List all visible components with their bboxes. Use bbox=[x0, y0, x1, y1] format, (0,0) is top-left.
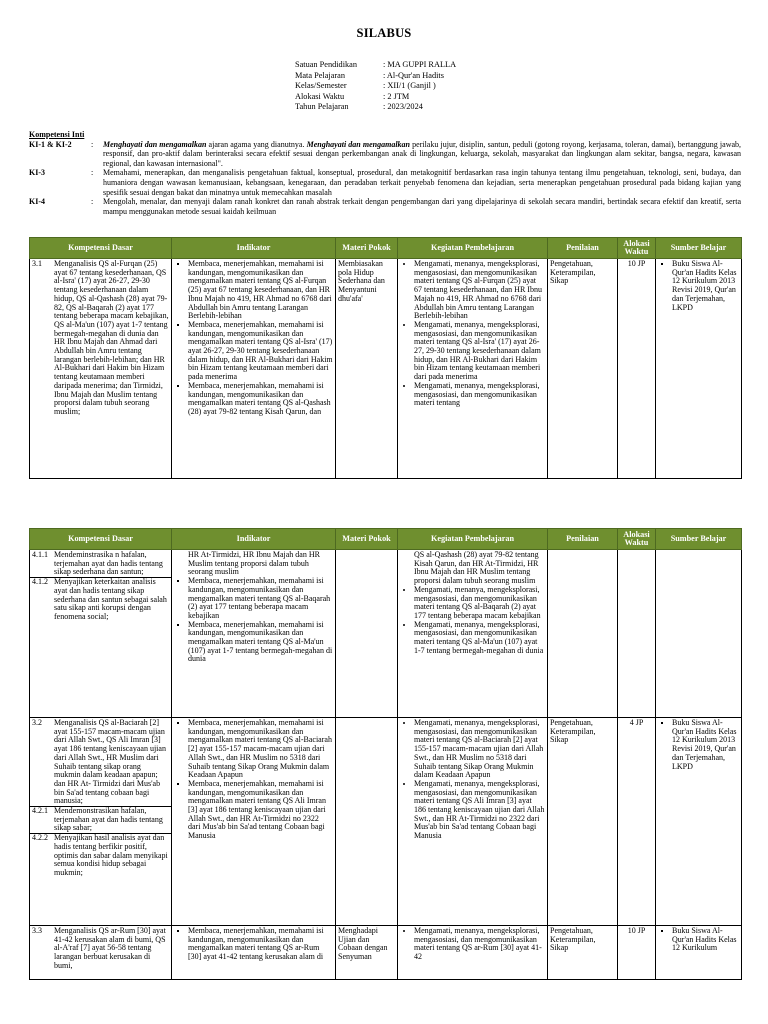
info-row bbox=[295, 81, 456, 92]
sumber-cell bbox=[656, 718, 742, 926]
info-label: Mata Pelajaran bbox=[295, 70, 345, 80]
list-item: ▪ Membaca, menerjemahkan, memahami isi kandungan, mengomunikasikan dan mengamalkan materi tentang QS al-Baqarah (2) ayat 177 tentang beberapa macam kebajikan bbox=[188, 577, 333, 621]
ki-text: Memahami, menerapkan, dan menganalisis pengetahuan faktual, konseptual, prosedural, dan metakognitif berdasarkan rasa ingin tahunya tentang ilmu pengetahuan, teknologi, seni, budaya, dan humaniora dengan wawasan kemanusiaan, kebangsaan, kenegaraan, dan peradaban terkait penyebab fenomena dan kejadian, serta menerapkan pengetahuan prosedural pada bidang kajian yang spesifik sesuai dengan bakat dan minatnya untuk memecahkan masalah bbox=[103, 168, 741, 197]
kd-divider bbox=[30, 577, 171, 622]
header-indikator: Indikator bbox=[172, 529, 336, 550]
kegiatan-cell bbox=[398, 926, 548, 980]
header-kompetensi-dasar: Kompetensi Dasar bbox=[30, 238, 172, 259]
kd-text: Menganalisis QS ar-Rum [30] ayat 41-42 kerusakan alam di bumi, QS al-A'raf [7] ayat 56-58 tentang larangan berbuat kerusakan di bumi, bbox=[54, 927, 166, 970]
ki-code: KI-3 bbox=[29, 168, 45, 178]
kegiatan-cell bbox=[398, 718, 548, 926]
ki-colon: : bbox=[91, 197, 94, 207]
sumber-cell bbox=[656, 926, 742, 980]
list-item: ▪ Membaca, menerjemahkan, memahami isi kandungan, mengomunikasikan dan mengamalkan materi tentang QS al-Baciarah [2] ayat 155-157 macam-macam ujian dari Allah Swt., dan HR Muslim no 5318 dari Suhaib tentang Sikap Orang Mukmin dalam Keadaan Apapun bbox=[188, 719, 333, 780]
kd-cell bbox=[30, 550, 172, 718]
header-kompetensi-dasar: Kompetensi Dasar bbox=[30, 529, 172, 550]
kd-text: Mendemonstrasikan hafalan, terjemahan ayat dan hadis tentang sikap sabar; bbox=[54, 806, 163, 833]
header-indikator: Indikator bbox=[172, 238, 336, 259]
kd-divider bbox=[30, 806, 171, 833]
table-header-row bbox=[30, 529, 742, 550]
alokasi-cell bbox=[618, 550, 656, 718]
ki-text: Mengolah, menalar, dan menyaji dalam ranah konkret dan ranah abstrak terkait dengan pengembangan dari yang dipelajarinya di sekolah secara mandiri, bertindak secara efektif dan kreatif, serta mampu menggunakan metode sesuai kaidah keilmuan bbox=[103, 197, 741, 216]
ki-row bbox=[29, 140, 741, 169]
table-row bbox=[30, 550, 742, 718]
page-title: SILABUS bbox=[356, 26, 412, 40]
materi-cell bbox=[336, 926, 398, 980]
indikator-lead: HR At-Tirmidzi, HR Ibnu Majah dan HR Muslim tentang proporsi dalam tubuh seorang muslim bbox=[188, 550, 320, 577]
header-kegiatan: Kegiatan Pembelajaran bbox=[398, 238, 548, 259]
header-kegiatan: Kegiatan Pembelajaran bbox=[398, 529, 548, 550]
alokasi-cell: 10 JP bbox=[618, 926, 656, 980]
kd-number: 4.1.1 bbox=[32, 550, 48, 559]
kd-divider bbox=[30, 833, 171, 878]
ki-row bbox=[29, 168, 741, 197]
materi-text: Menghadapi Ujian dan Cobaan dengan Senyuman bbox=[338, 927, 388, 962]
header-alokasi-waktu: Alokasi Waktu bbox=[618, 238, 656, 259]
ki-colon: : bbox=[91, 139, 94, 149]
kd-cell bbox=[30, 718, 172, 926]
ki-text-part: perilaku jujur, disiplin, santun, peduli (gotong royong, kerjasama, toleran, damai), bertanggung jawab, responsif, dan pro-aktif dalam berinteraksi secara efektif sesuai dengan perkembangan anak di lingkungan, keluarga, sekolah, masyarakat dan lingkungan alam sekitar, bangsa, negara, kawasan regional, dan kawasan internasional". bbox=[103, 139, 742, 168]
materi-cell bbox=[336, 718, 398, 926]
ki-row bbox=[29, 197, 741, 216]
kd-text: Menganalisis QS al-Baciarah [2] ayat 155-157 macam-macam ujian dari Allah Swt., QS Ali Imran [3] ayat 186 tentang keniscayaan ujian dari Allah Swt., HR Muslim dari Suhaib tentang sikap orang mukmin dalam keadaan apapun; dan HR At- Tirmidzi dari Mus'ab bin Sa'ad tentang cobaan bagi manusia; bbox=[54, 718, 166, 806]
list-item: • Mengamati, menanya, mengeksplorasi, mengasosiasi, dan mengomunikasikan materi tentang QS al-Ma'un (107) ayat 1-7 tentang bermegah-megahan di dunia bbox=[414, 621, 545, 656]
list-item: ▪ Buku Siswa Al- Qur'an Hadits Kelas 12 Kurikulum 2013 Revisi 2019, Qur'an dan Terjemahan, LKPD bbox=[672, 719, 739, 771]
ki-emphasis: Menghayati dan mengamalkan bbox=[306, 139, 411, 149]
kd-number: 3.3 bbox=[32, 927, 42, 935]
ki-text bbox=[103, 140, 741, 169]
kd-cell bbox=[30, 926, 172, 980]
penilaian-cell: Pengetahuan, Keterampilan, Sikap bbox=[548, 259, 618, 479]
header-alokasi-waktu: Alokasi Waktu bbox=[618, 529, 656, 550]
alokasi-cell: 4 JP bbox=[618, 718, 656, 926]
kd-text: Menganalisis QS al-Furqan (25) ayat 67 tentang kesederhanaan, QS al-Isra' (17) ayat 26-27, 29-30 tentang kesederhanaan dalam hidup, QS al-Qashash (28) ayat 79-82, QS al-Baqarah (2) ayat 177 tentang beberapa macam kebajikan, QS al-Ma'un (107) ayat 1-7 tentang bermegah-megahan di dunia dan HR Ibnu Majah dan Ahmad dari Abdullah bin Amru tentang larangan berlebih-lebihan; dan HR Al-Bukhari dari Hakim bin Hizam tentang keutamaan memberi daripada menerima; dan Tirmidzi, Ibnu Majah dan Muslim tentang proporsi dalam tubuh seorang muslim; bbox=[54, 260, 169, 416]
materi-cell bbox=[336, 550, 398, 718]
kd-cell bbox=[30, 259, 172, 479]
info-label: Tahun Pelajaran bbox=[295, 102, 349, 112]
info-label: Alokasi Waktu bbox=[295, 91, 345, 101]
table-row bbox=[30, 718, 742, 926]
kegiatan-cell bbox=[398, 259, 548, 479]
materi-cell: Membiasakan pola Hidup Sederhana dan Menyantuni dhu'afa' bbox=[336, 259, 398, 479]
info-row bbox=[295, 71, 456, 82]
list-item: ▪ Membaca, menerjemahkan, memahami isi kandungan, mengomunikasikan dan mengamalkan materi tentang QS Ali Imran [3] ayat 186 tentang keniscayaan ujian dari Allah Swt., dan HR At-Tirmidzi no 2322 dari Mus'ab bin Sa'ad tentang Cobaan bagi Manusia bbox=[188, 780, 333, 841]
header-penilaian: Penilaian bbox=[548, 238, 618, 259]
header-materi-pokok: Materi Pokok bbox=[336, 238, 398, 259]
list-item: ▪ Membaca, menerjemahkan, memahami isi kandungan, mengomunikasikan dan mengamalkan materi tentang QS al-Ma'un (107) ayat 1-7 tentang bermegah-megahan di dunia bbox=[188, 621, 333, 665]
info-row bbox=[295, 102, 456, 113]
ki-code: KI-1 & KI-2 bbox=[29, 139, 72, 149]
list-item: • Mengamati, menanya, mengeksplorasi, mengasosiasi, dan mengomunikasikan materi tentang QS al-Isra' (17) ayat 26- 27, 29-30 tentang kesederhanaan dalam hidup, dan HR Al-Bukhari dari Hakim bin Hizam tentang keutamaan memberi dari pada menerima bbox=[414, 321, 545, 382]
kegiatan-lead: QS al-Qashash (28) ayat 79-82 tentang Kisah Qarun, dan HR At-Tirmidzi, HR Ibnu Majah dan HR Muslim tentang proporsi dalam tubuh seorang muslim bbox=[414, 550, 539, 586]
kegiatan-cell bbox=[398, 550, 548, 718]
ki-code: KI-4 bbox=[29, 197, 45, 207]
indikator-cell bbox=[172, 259, 336, 479]
list-item: • Mengamati, menanya, mengeksplorasi, mengasosiasi, dan mengomunikasikan materi tentang QS Ali Imran [3] ayat 186 tentang keniscayaan ujian dari Allah Swt., dan HR At-Tirmidzi no 2322 dari Mus'ab bin Sa'ad tentang Cobaan bagi Manusia bbox=[414, 780, 545, 841]
info-value: : Al-Qur'an Hadits bbox=[383, 70, 444, 80]
list-item: • Mengamati, menanya, mengeksplorasi, mengasosiasi, dan mengomunikasikan materi tentang QS al-Baqarah (2) ayat 177 tentang beberapa macam kebajikan bbox=[414, 586, 545, 621]
header-penilaian: Penilaian bbox=[548, 529, 618, 550]
table-row bbox=[30, 926, 742, 980]
list-item: ▪ Membaca, menerjemahkan, memahami isi kandungan, mengomunikasikan dan mengamalkan materi tentang QS ar-Rum [30] ayat 41-42 tentang kerusakan alam di bbox=[188, 927, 333, 962]
kd-number: 4.2.1 bbox=[32, 806, 48, 816]
ki-text-part: ajaran agama yang dianutnya. bbox=[206, 139, 307, 149]
ki-heading: Kompetensi Inti bbox=[29, 130, 85, 139]
kd-text: Menyajikan hasil analisis ayat dan hadis tentang berfikir positif, optimis dan sabar dalam menyikapi semua kondisi hidup sebagai mukmin; bbox=[54, 833, 168, 877]
kd-number: 3.2 bbox=[32, 718, 42, 727]
info-label: Kelas/Semester bbox=[295, 81, 347, 91]
ki-emphasis: Menghayati dan mengamalkan bbox=[103, 139, 207, 149]
list-item: ▪ Membaca, menerjemahkan, memahami isi kandungan, mengomunikasikan dan mengamalkan materi tentang QS al-Furqan (25) ayat 67 tentang kesederhanaan, dan HR Ibnu Majah no 419, HR Ahmad no 6768 dari Abdullah bin Amru tentang Larangan Berlebih-lebihan bbox=[188, 260, 333, 321]
info-label: Satuan Pendidikan bbox=[295, 60, 357, 69]
kd-number: 3.1 bbox=[32, 260, 42, 268]
ki-colon: : bbox=[91, 168, 94, 178]
info-value: : XII/1 (Ganjil ) bbox=[383, 81, 436, 91]
identity-block bbox=[295, 60, 456, 113]
kompetensi-inti bbox=[29, 130, 741, 216]
penilaian-cell: Pengetahuan, Keterampilan, Sikap bbox=[548, 926, 618, 980]
alokasi-cell: 10 JP bbox=[618, 259, 656, 479]
table-row bbox=[30, 259, 742, 479]
syllabus-table-2 bbox=[29, 528, 742, 980]
list-item: ▪ Membaca, menerjemahkan, memahami isi kandungan, mengomunikasikan dan mengamalkan materi tentang QS al-Qashash (28) ayat 79-82 tentang Kisah Qarun, dan bbox=[188, 382, 333, 417]
list-item: ▪ Membaca, menerjemahkan, memahami isi kandungan, mengomunikasikan dan mengamalkan materi tentang QS al-Isra' (17) ayat 26-27, 29-30 tentang kesederhanaan dalam hidup, dan HR Al-Bukhari dari Hakim bin Hizam tentang keutamaan memberi dari pada menerima bbox=[188, 321, 333, 382]
list-item: • Mengamati, menanya, mengeksplorasi, mengasosiasi, dan mengomunikasikan materi tentang QS al-Baciarah [2] ayat 155-157 macam-macam ujian dari Allah Swt., dan HR Muslim no 5318 dari Suhaib tentang Sikap Orang Mukmin dalam Keadaan Apapun bbox=[414, 719, 545, 780]
penilaian-cell bbox=[548, 550, 618, 718]
header-materi-pokok: Materi Pokok bbox=[336, 529, 398, 550]
kd-text: Mendeminstrasika n hafalan, terjemahan ayat dan hadis tentang sikap sederhana dan santun; bbox=[54, 550, 163, 577]
sumber-cell bbox=[656, 259, 742, 479]
penilaian-cell: Pengetahuan, Keterampilan, Sikap bbox=[548, 718, 618, 926]
indikator-cell bbox=[172, 926, 336, 980]
kd-number: 4.2.2 bbox=[32, 833, 48, 843]
header-sumber-belajar: Sumber Belajar bbox=[656, 529, 742, 550]
sumber-cell bbox=[656, 550, 742, 718]
header-sumber-belajar: Sumber Belajar bbox=[656, 238, 742, 259]
indikator-cell bbox=[172, 718, 336, 926]
info-value: : 2023/2024 bbox=[383, 102, 423, 112]
info-value: : 2 JTM bbox=[383, 91, 410, 101]
info-value: : MA GUPPI RALLA bbox=[383, 60, 457, 69]
list-item: • Mengamati, menanya, mengeksplorasi, mengasosiasi, dan mengomunikasikan materi tentang QS al-Furqan (25) ayat 67 tentang kesederhanaan, dan HR Ibnu Majah no 419, HR Ahmad no 6768 dari Abdullah bin Amru tentang Larangan Berlebih-lebihan bbox=[414, 260, 545, 321]
info-row bbox=[295, 92, 456, 103]
list-item: • Mengamati, menanya, mengeksplorasi, mengasosiasi, dan mengomunikasikan materi tentang QS ar-Rum [30] ayat 41-42 bbox=[414, 927, 545, 962]
info-row bbox=[295, 60, 456, 71]
kd-text: Menyajikan keterkaitan analisis ayat dan hadis tentang sikap sederhana dan santun sebagai salah satu sikap anti korupsi dengan fenomena social; bbox=[54, 577, 167, 621]
kd-number: 4.1.2 bbox=[32, 577, 48, 587]
syllabus-table-1 bbox=[29, 237, 742, 479]
indikator-cell bbox=[172, 550, 336, 718]
table-header-row bbox=[30, 238, 742, 259]
list-item: ▪ Buku Siswa Al- Qur'an Hadits Kelas 12 Kurikulum bbox=[672, 927, 739, 953]
list-item: ▪ Buku Siswa Al- Qur'an Hadits Kelas 12 Kurikulum 2013 Revisi 2019, Qur'an dan Terjemahan, LKPD bbox=[672, 260, 739, 312]
list-item: • Mengamati, menanya, mengeksplorasi, mengasosiasi, dan mengomunikasikan materi tentang bbox=[414, 382, 545, 408]
